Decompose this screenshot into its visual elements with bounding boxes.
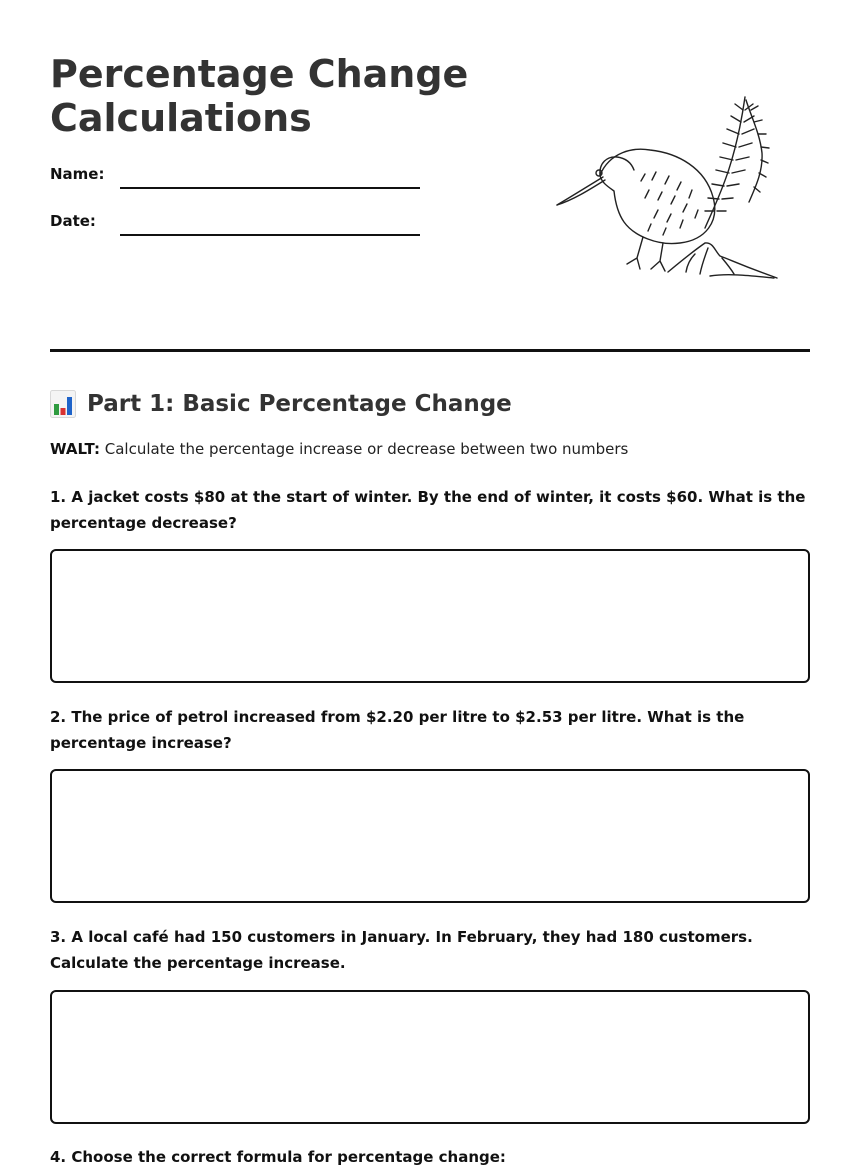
answer-box-2[interactable] <box>50 769 810 903</box>
date-label: Date: <box>50 212 96 230</box>
page-title-line-1: Percentage Change <box>50 52 469 96</box>
bar-chart-icon <box>50 390 76 418</box>
walt-label: WALT: <box>50 440 100 458</box>
answer-box-1[interactable] <box>50 549 810 683</box>
answer-box-3[interactable] <box>50 990 810 1124</box>
name-label: Name: <box>50 165 105 183</box>
page-title <box>50 52 490 140</box>
name-field[interactable] <box>50 160 420 190</box>
part-1-heading-text: Part 1: Basic Percentage Change <box>87 391 512 417</box>
question-4: 4. Choose the correct formula for percentage change: <box>50 1148 506 1166</box>
question-2: 2. The price of petrol increased from $2.20 per litre to $2.53 per litre. What is the percentage increase? <box>50 708 745 752</box>
page-title-line-2: Calculations <box>50 96 312 140</box>
section-divider <box>50 349 810 352</box>
question-1: 1. A jacket costs $80 at the start of winter. By the end of winter, it costs $60. What is the percentage decrease? <box>50 488 806 532</box>
kiwi-bird-illustration <box>555 92 780 282</box>
date-input-line[interactable] <box>120 234 420 236</box>
date-field[interactable] <box>50 207 420 237</box>
question-3: 3. A local café had 150 customers in January. In February, they had 180 customers. Calculate the percentage increase. <box>50 928 753 972</box>
name-input-line[interactable] <box>120 187 420 189</box>
part-1-heading <box>50 388 512 420</box>
walt-statement <box>50 440 628 458</box>
walt-text: Calculate the percentage increase or decrease between two numbers <box>104 440 629 458</box>
